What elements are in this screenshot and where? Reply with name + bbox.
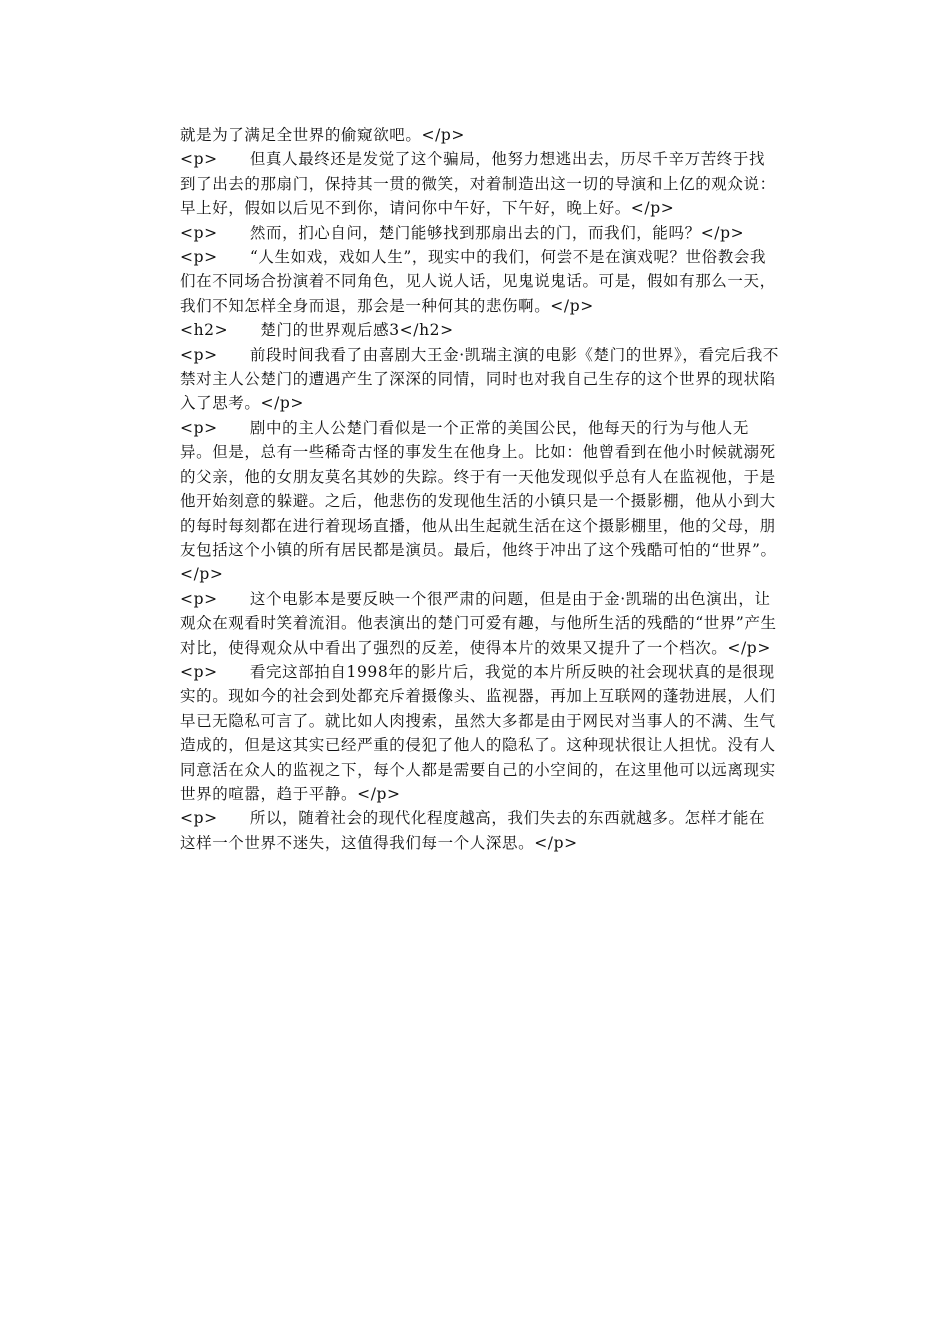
paragraph: <p> 然而，扪心自问，楚门能够找到那扇出去的门，而我们，能吗？</p> <box>180 223 745 242</box>
paragraph: <p> “人生如戏，戏如人生”，现实中的我们，何尝不是在演戏呢？世俗教会我们在不同场合扮演着不同角色，见人说人话，见鬼说鬼话。可是，假如有那么一天，我们不知怎样全身而退，那会是一种何其的悲伤啊。</p> <box>180 248 776 315</box>
section-heading: <h2> 楚门的世界观后感3</h2> <box>180 321 454 340</box>
paragraph: <p> 剧中的主人公楚门看似是一个正常的美国公民，他每天的行为与他人无异。但是，总有一些稀奇古怪的事发生在他身上。比如：他曾看到在他小时候就溺死的父亲，他的女朋友莫名其妙的失踪。终于有一天他发现似乎总有人在监视他，于是他开始刻意的躲避。之后，他悲伤的发现他生活的小镇只是一个摄影棚，他从小到大的每时每刻都在进行着现场直播，他从出生起就生活在这个摄影棚里，他的父母，朋友包括这个小镇的所有居民都是演员。最后，他终于冲出了这个残酷可怕的“世界”。</p> <box>180 418 777 584</box>
paragraph: <p> 所以，随着社会的现代化程度越高，我们失去的东西就越多。怎样才能在这样一个世界不迷失，这值得我们每一个人深思。</p> <box>180 809 766 852</box>
paragraph: <p> 前段时间我看了由喜剧大王金·凯瑞主演的电影《楚门的世界》，看完后我不禁对主人公楚门的遭遇产生了深深的同情，同时也对我自己生存的这个世界的现状陷入了思考。</p> <box>180 345 779 413</box>
paragraph: 就是为了满足全世界的偷窥欲吧。</p> <box>180 126 466 144</box>
paragraph: <p> 这个电影本是要反映一个很严肃的问题，但是由于金·凯瑞的出色演出，让观众在观看时笑着流泪。他表演出的楚门可爱有趣，与他所生活的残酷的“世界”产生对比，使得观众从中看出了强烈的反差，使得本片的效果又提升了一个档次。</p> <box>180 589 777 657</box>
paragraph: <p> 但真人最终还是发觉了这个骗局，他努力想逃出去，历尽千辛万苦终于找到了出去的那扇门，保持其一贯的微笑，对着制造出这一切的导演和上亿的观众说：早上好，假如以后见不到你，请问你中午好，下午好，晚上好。</p> <box>180 150 776 218</box>
document-body <box>180 123 780 855</box>
paragraph: <p> 看完这部拍自1998年的影片后，我觉的本片所反映的社会现状真的是很现实的。现如今的社会到处都充斥着摄像头、监视器，再加上互联网的蓬勃进展，人们早已无隐私可言了。就比如人肉搜索，虽然大多都是由于网民对当事人的不满、生气造成的，但是这其实已经严重的侵犯了他人的隐私了。这种现状很让人担忧。没有人同意活在众人的监视之下，每个人都是需要自己的小空间的，在这里他可以远离现实世界的喧嚣，趋于平静。</p> <box>180 662 776 803</box>
